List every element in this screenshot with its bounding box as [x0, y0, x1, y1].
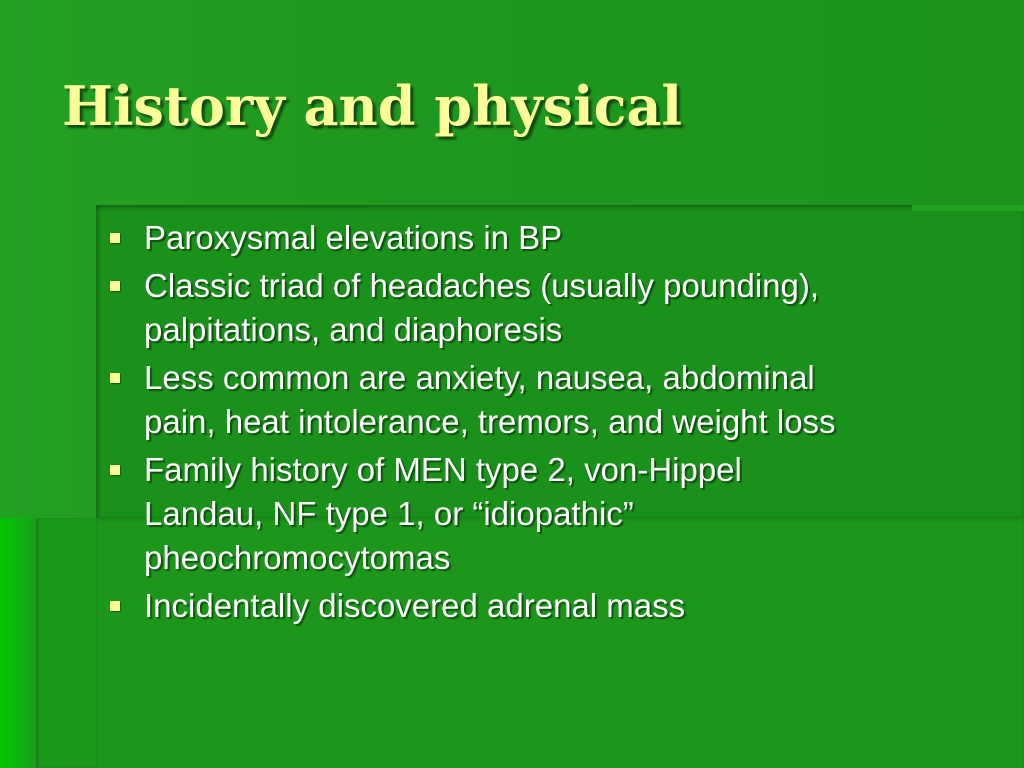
square-bullet-icon: [110, 373, 120, 383]
bullet-line: Paroxysmal elevations in BP: [144, 219, 563, 256]
square-bullet-icon: [110, 465, 120, 475]
bullet-item: [104, 264, 1004, 352]
bullet-item: [104, 448, 1004, 580]
square-bullet-icon: [110, 233, 120, 243]
bullet-line: pain, heat intolerance, tremors, and weight loss: [144, 403, 836, 440]
bullet-line: Incidentally discovered adrenal mass: [144, 587, 686, 624]
bullet-list: [104, 216, 1004, 632]
decorative-panel-left: [0, 518, 38, 768]
square-bullet-icon: [110, 601, 120, 611]
bullet-line: Less common are anxiety, nausea, abdominal: [144, 359, 815, 396]
bullet-item: [104, 584, 1004, 628]
bullet-line: Landau, NF type 1, or “idiopathic”: [144, 495, 634, 532]
bullet-line: pheochromocytomas: [144, 539, 451, 576]
square-bullet-icon: [110, 281, 120, 291]
bullet-line: Family history of MEN type 2, von-Hippel: [144, 451, 742, 488]
slide-title: History and physical: [62, 74, 683, 138]
decorative-panel-left-edge: [36, 518, 96, 768]
bullet-item: [104, 356, 1004, 444]
bullet-line: palpitations, and diaphoresis: [144, 311, 563, 348]
bullet-line: Classic triad of headaches (usually pounding),: [144, 267, 820, 304]
bullet-item: [104, 216, 1004, 260]
decorative-strip: [912, 205, 1024, 211]
